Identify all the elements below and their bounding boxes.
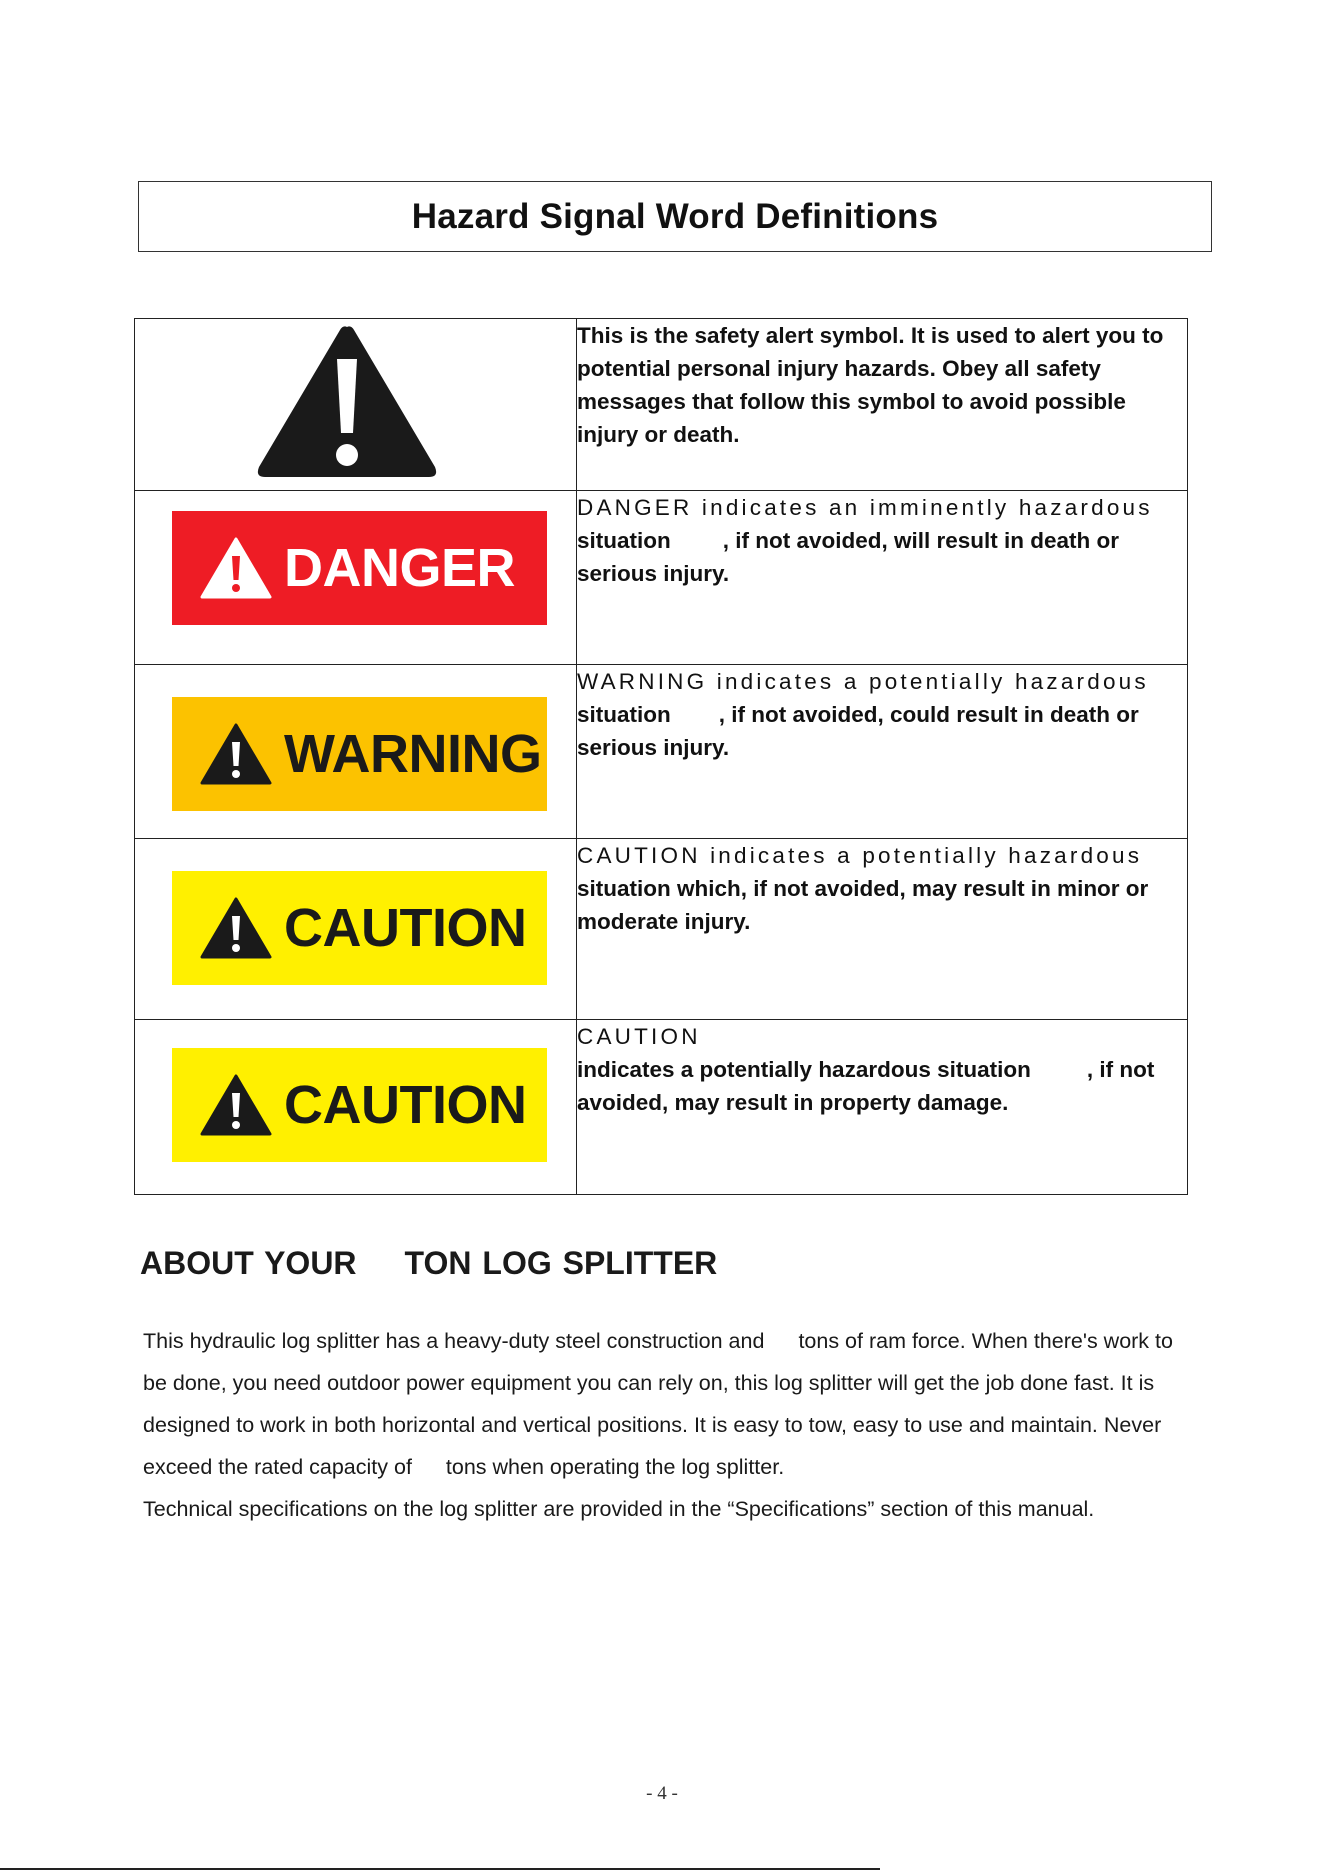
table-row [135, 319, 1188, 491]
caution-sign [172, 1048, 547, 1162]
warning-triangle-icon [200, 1073, 272, 1137]
description-cell [577, 319, 1188, 491]
about-paragraph: This hydraulic log splitter has a heavy-duty steel construction and tons of ram force. When there's work to be done, you need outdoor power equipment you can rely on, this log splitter will get the job done fast. It is designed to work in both horizontal and vertical positions. It is easy to tow, easy to use and maintain. Never exceed the rated capacity of tons when operating the log splitter. [143, 1329, 1173, 1479]
about-heading: ABOUT YOUR TON LOG SPLITTER [140, 1245, 718, 1281]
about-body [143, 1320, 1178, 1530]
warning-triangle-icon [200, 722, 272, 786]
hazard-definitions-table [134, 318, 1188, 1195]
about-paragraph: Technical specifications on the log splitter are provided in the “Specifications” section of this manual. [143, 1497, 1095, 1521]
page-number: - 4 - [646, 1783, 678, 1804]
caution-injury-description: CAUTION indicates a potentially hazardous situation which, if not avoided, may result in minor or moderate injury. [577, 843, 1149, 934]
warning-description: WARNING indicates a potentially hazardous situation , if not avoided, could result in death or serious injury. [577, 669, 1149, 760]
caution-property-description: CAUTION indicates a potentially hazardous situation , if not avoided, may result in property damage. [577, 1024, 1155, 1115]
table-row [135, 1020, 1188, 1195]
caution-sign [172, 871, 547, 985]
warning-triangle-icon [200, 896, 272, 960]
description-cell [577, 1020, 1188, 1195]
warning-triangle-icon [200, 536, 272, 600]
table-row [135, 839, 1188, 1020]
safety-alert-symbol-icon [247, 321, 447, 486]
safety-alert-description: This is the safety alert symbol. It is used to alert you to potential personal injury hazards. Obey all safety messages that follow this symbol to avoid possible injury or death. [577, 323, 1164, 447]
page-title: Hazard Signal Word Definitions [411, 196, 939, 236]
warning-sign [172, 697, 547, 811]
sign-cell [135, 491, 577, 665]
table-row [135, 665, 1188, 839]
sign-word: CAUTION [284, 1075, 527, 1135]
sign-cell [135, 665, 577, 839]
title-box [138, 181, 1212, 252]
symbol-cell [135, 319, 577, 491]
table-row [135, 491, 1188, 665]
description-cell [577, 665, 1188, 839]
bottom-rule [0, 1868, 880, 1870]
sign-word: DANGER [284, 538, 516, 598]
sign-cell [135, 1020, 577, 1195]
description-cell [577, 491, 1188, 665]
danger-description: DANGER indicates an imminently hazardous situation , if not avoided, will result in death or serious injury. [577, 495, 1153, 586]
sign-cell [135, 839, 577, 1020]
danger-sign [172, 511, 547, 625]
description-cell [577, 839, 1188, 1020]
sign-word: WARNING [284, 724, 542, 784]
sign-word: CAUTION [284, 898, 527, 958]
